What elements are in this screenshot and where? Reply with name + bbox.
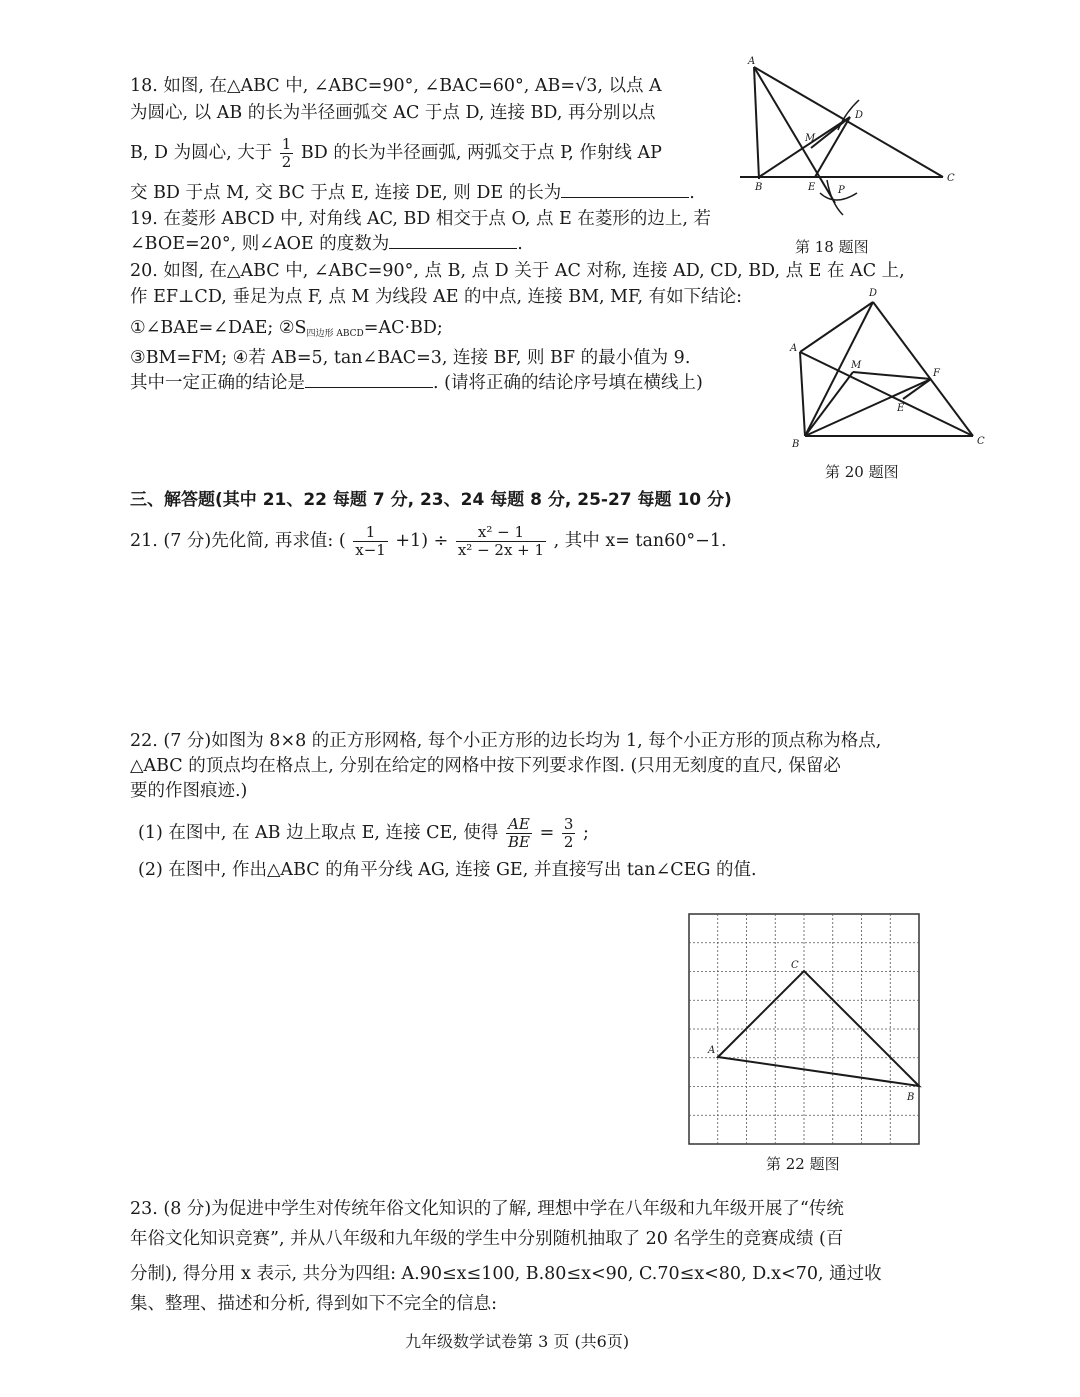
q21-fraction-2-den: x² − 2x + 1	[457, 541, 545, 559]
fig18-segment-bd	[759, 117, 850, 177]
q22-value-den: 2	[563, 833, 574, 851]
q21-prefix: 21. (7 分)先化简, 再求值: (	[130, 531, 346, 551]
q18-line-4	[130, 181, 695, 205]
q20-line-5b: . (请将正确的结论序号填在横线上)	[433, 373, 703, 393]
half-denominator: 2	[281, 153, 292, 171]
fig22-label-b: B	[907, 1092, 915, 1103]
q20-line-5	[130, 371, 703, 395]
q19-line-2-text: ∠BOE=20°, 则∠AOE 的度数为	[130, 234, 390, 254]
q20-line-5a: 其中一定正确的结论是	[130, 373, 305, 393]
q20-line-3a: ①∠BAE=∠DAE; ②S	[130, 318, 307, 338]
figure-18	[735, 55, 965, 225]
fig18-label-c: C	[947, 173, 955, 184]
half-numerator: 1	[281, 135, 292, 153]
fig20-segment-ab	[800, 352, 805, 436]
grid-lines	[689, 914, 919, 1144]
q21-fraction-2	[456, 524, 546, 559]
q20-answer-blank	[305, 371, 433, 388]
fig20-segment-mf	[853, 372, 931, 379]
q20-area-subscript: 四边形 ABCD	[306, 329, 364, 339]
page-footer: 九年级数学试卷第 3 页 (共6页)	[405, 1332, 630, 1351]
fig20-label-a: A	[790, 343, 798, 354]
fig20-label-m: M	[851, 360, 862, 371]
fig20-label-b: B	[792, 439, 800, 450]
fig22-label-a: A	[708, 1045, 716, 1056]
fig20-label-d: D	[869, 288, 878, 299]
fig18-label-m: M	[805, 133, 816, 144]
q23-line-2: 年俗文化知识竞赛”, 并从八年级和九年级的学生中分别随机抽取了 20 名学生的竞赛成绩 (百	[130, 1229, 844, 1249]
q21-fraction-2-num: x² − 1	[456, 524, 546, 542]
section-3-title: 三、解答题(其中 21、22 每题 7 分, 23、24 每题 8 分, 25-27 每题 10 分)	[130, 490, 732, 510]
q22-ratio-num: AE	[506, 816, 532, 834]
q18-line-1: 18. 如图, 在△ABC 中, ∠ABC=90°, ∠BAC=60°, AB=√3, 以点 A	[130, 76, 662, 96]
q22-line-1: 22. (7 分)如图为 8×8 的正方形网格, 每个小正方形的边长均为 1, 每个小正方形的顶点称为格点,	[130, 731, 882, 751]
q23-line-1: 23. (8 分)为促进中学生对传统年俗文化知识的了解, 理想中学在八年级和九年级开展了“传统	[130, 1199, 844, 1219]
q22-equals: =	[539, 823, 555, 843]
q22-part-2: (2) 在图中, 作出△ABC 的角平分线 AG, 连接 GE, 并直接写出 tan∠CEG 的值.	[138, 860, 757, 880]
fig20-segment-dc	[873, 302, 973, 436]
figure-22-grid	[688, 913, 920, 1145]
q22-ratio-fraction	[506, 816, 532, 851]
fig18-segment-dm	[811, 117, 850, 148]
q21-fraction-1-den: x−1	[355, 541, 386, 559]
fig20-label-c: C	[977, 436, 985, 447]
q20-line-3	[130, 316, 443, 346]
fig18-segment-de	[815, 117, 850, 177]
q18-line-4-end: .	[689, 183, 695, 203]
q21-mid: +1) ÷	[395, 531, 449, 551]
fig20-caption: 第 20 题图	[825, 463, 899, 481]
fig18-label-e: E	[808, 182, 816, 193]
q20-line-1: 20. 如图, 在△ABC 中, ∠ABC=90°, 点 B, 点 D 关于 AC 对称, 连接 AD, CD, BD, 点 E 在 AC 上,	[130, 261, 905, 281]
q19-answer-blank	[389, 232, 517, 249]
q18-line-2: 为圆心, 以 AB 的长为半径画弧交 AC 于点 D, 连接 BD, 再分别以点	[130, 103, 656, 123]
fig20-segment-bm	[805, 372, 853, 436]
fig18-label-d: D	[855, 110, 864, 121]
q18-line-3b: BD 的长为半径画弧, 两弧交于点 P, 作射线 AP	[300, 143, 662, 163]
q21-suffix: , 其中 x= tan60°−1.	[553, 531, 727, 551]
q18-line-3	[130, 136, 662, 171]
q22-value-num: 3	[563, 815, 574, 833]
q18-line-3a: B, D 为圆心, 大于	[130, 143, 273, 163]
q19-line-2-end: .	[517, 234, 523, 254]
q21-fraction-1	[353, 524, 388, 559]
q22-part-1	[138, 816, 589, 851]
q21-expression	[130, 524, 727, 559]
triangle-abc	[718, 971, 919, 1086]
fig18-label-b: B	[755, 182, 763, 193]
fig20-segment-ad	[800, 302, 873, 352]
q20-line-3b: =AC·BD;	[363, 318, 443, 338]
q18-answer-blank	[561, 181, 689, 198]
fig22-caption: 第 22 题图	[766, 1155, 840, 1173]
q22-value-fraction	[562, 816, 576, 851]
q22-part-1-end: ;	[582, 823, 589, 843]
q22-part-1-text: (1) 在图中, 在 AB 边上取点 E, 连接 CE, 使得	[138, 823, 499, 843]
q22-line-2: △ABC 的顶点均在格点上, 分别在给定的网格中按下列要求作图. (只用无刻度的直尺, 保留必	[130, 756, 841, 776]
fig20-label-f: F	[933, 368, 940, 379]
q23-line-4: 集、整理、描述和分析, 得到如下不完全的信息:	[130, 1294, 498, 1314]
q18-line-4-text: 交 BD 于点 M, 交 BC 于点 E, 连接 DE, 则 DE 的长为	[130, 183, 562, 203]
figure-20	[785, 284, 995, 454]
q22-ratio-den: BE	[508, 833, 530, 851]
fig18-segment-ab	[754, 67, 759, 179]
q22-line-3: 要的作图痕迹.)	[130, 781, 248, 801]
fig20-segment-bd	[805, 302, 873, 436]
q19-line-2	[130, 232, 523, 256]
fig18-label-p: P	[838, 185, 845, 196]
fig20-label-e: E	[897, 403, 905, 414]
q20-line-2: 作 EF⊥CD, 垂足为点 F, 点 M 为线段 AE 的中点, 连接 BM, MF, 有如下结论:	[130, 287, 742, 307]
q20-line-4: ③BM=FM; ④若 AB=5, tan∠BAC=3, 连接 BF, 则 BF 的最小值为 9.	[130, 348, 691, 368]
q19-line-1: 19. 在菱形 ABCD 中, 对角线 AC, BD 相交于点 O, 点 E 在菱形的边上, 若	[130, 209, 711, 229]
fig18-caption: 第 18 题图	[795, 238, 869, 256]
half-fraction	[280, 136, 294, 171]
q21-fraction-1-num: 1	[353, 524, 388, 542]
q23-line-3: 分制), 得分用 x 表示, 共分为四组: A.90≤x≤100, B.80≤x<90, C.70≤x<80, D.x<70, 通过收	[130, 1264, 882, 1284]
fig22-label-c: C	[791, 960, 799, 971]
fig18-label-a: A	[748, 56, 756, 67]
grid-border	[689, 914, 919, 1144]
